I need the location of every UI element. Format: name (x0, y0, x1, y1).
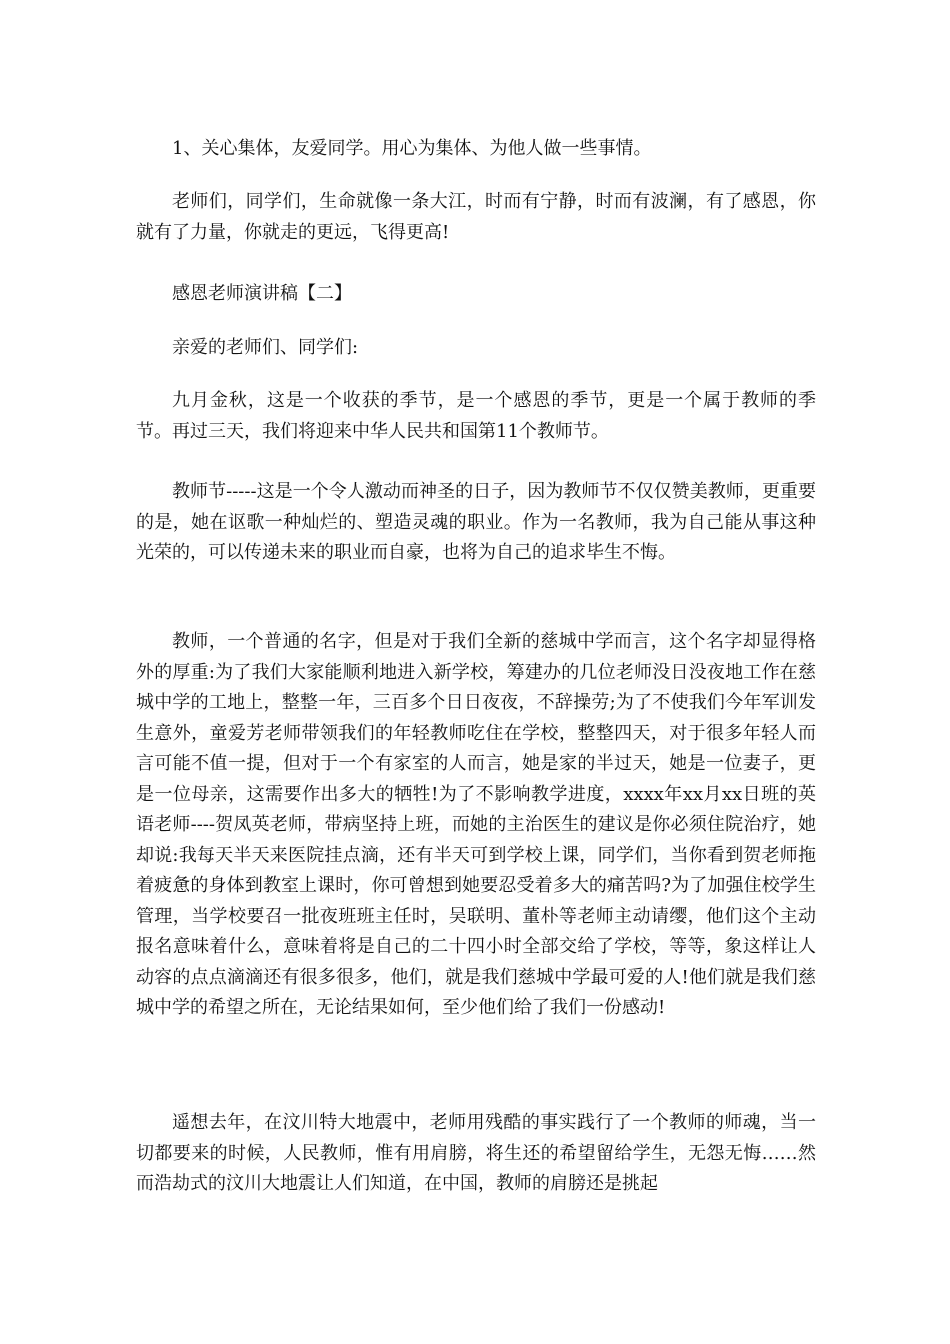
paragraph-4: 教师节-----这是一个令人激动而神圣的日子，因为教师节不仅仅赞美教师，更重要的是，她在讴歌一种灿烂的、塑造灵魂的职业。作为一名教师，我为自己能从事这种光荣的，可以传递未来的职业而自豪，也将为自己的追求毕生不悔。 (136, 481, 816, 563)
paragraph-2: 老师们，同学们，生命就像一条大江，时而有宁静，时而有波澜，有了感恩，你就有了力量，你就走的更远，飞得更高! (136, 191, 816, 243)
paragraph-1: 1、关心集体，友爱同学。用心为集体、为他人做一些事情。 (172, 138, 652, 159)
paragraph-6: 遥想去年，在汶川特大地震中，老师用残酷的事实践行了一个教师的师魂，当一切都要来的时候，人民教师，惟有用肩膀，将生还的希望留给学生，无怨无悔……然而浩劫式的汶川大地震让人们知道，在中国，教师的肩膀还是挑起 (136, 1112, 816, 1194)
paragraph-3: 九月金秋，这是一个收获的季节，是一个感恩的季节，更是一个属于教师的季节。再过三天，我们将迎来中华人民共和国第11个教师节。 (136, 390, 816, 442)
salutation: 亲爱的老师们、同学们: (172, 337, 359, 358)
paragraph-5: 教师，一个普通的名字，但是对于我们全新的慈城中学而言，这个名字却显得格外的厚重:为了我们大家能顺利地进入新学校，筹建办的几位老师没日没夜地工作在慈城中学的工地上，整整一年，三百多个日日夜夜，不辞操劳;为了不使我们今年军训发生意外，童爱芳老师带领我们的年轻教师吃住在学校，整整四天，对于很多年轻人而言可能不值一提，但对于一个有家室的人而言，她是家的半过天，她是一位妻子，更是一位母亲，这需要作出多大的牺牲!为了不影响教学进度，xxxx年xx月xx日班的英语老师----贺凤英老师，带病坚持上班，而她的主治医生的建议是你必须住院治疗，她却说:我每天半天来医院挂点滴，还有半天可到学校上课，同学们，当你看到贺老师拖着疲惫的身体到教室上课时，你可曾想到她要忍受着多大的痛苦吗?为了加强住校学生管理，当学校要召一批夜班班主任时，吴联明、董朴等老师主动请缨，他们这个主动报名意味着什么，意味着将是自己的二十四小时全部交给了学校，等等，象这样让人动容的点点滴滴还有很多很多，他们，就是我们慈城中学最可爱的人!他们就是我们慈城中学的希望之所在，无论结果如何，至少他们给了我们一份感动! (136, 631, 816, 1018)
section-heading: 感恩老师演讲稿【二】 (172, 283, 352, 304)
